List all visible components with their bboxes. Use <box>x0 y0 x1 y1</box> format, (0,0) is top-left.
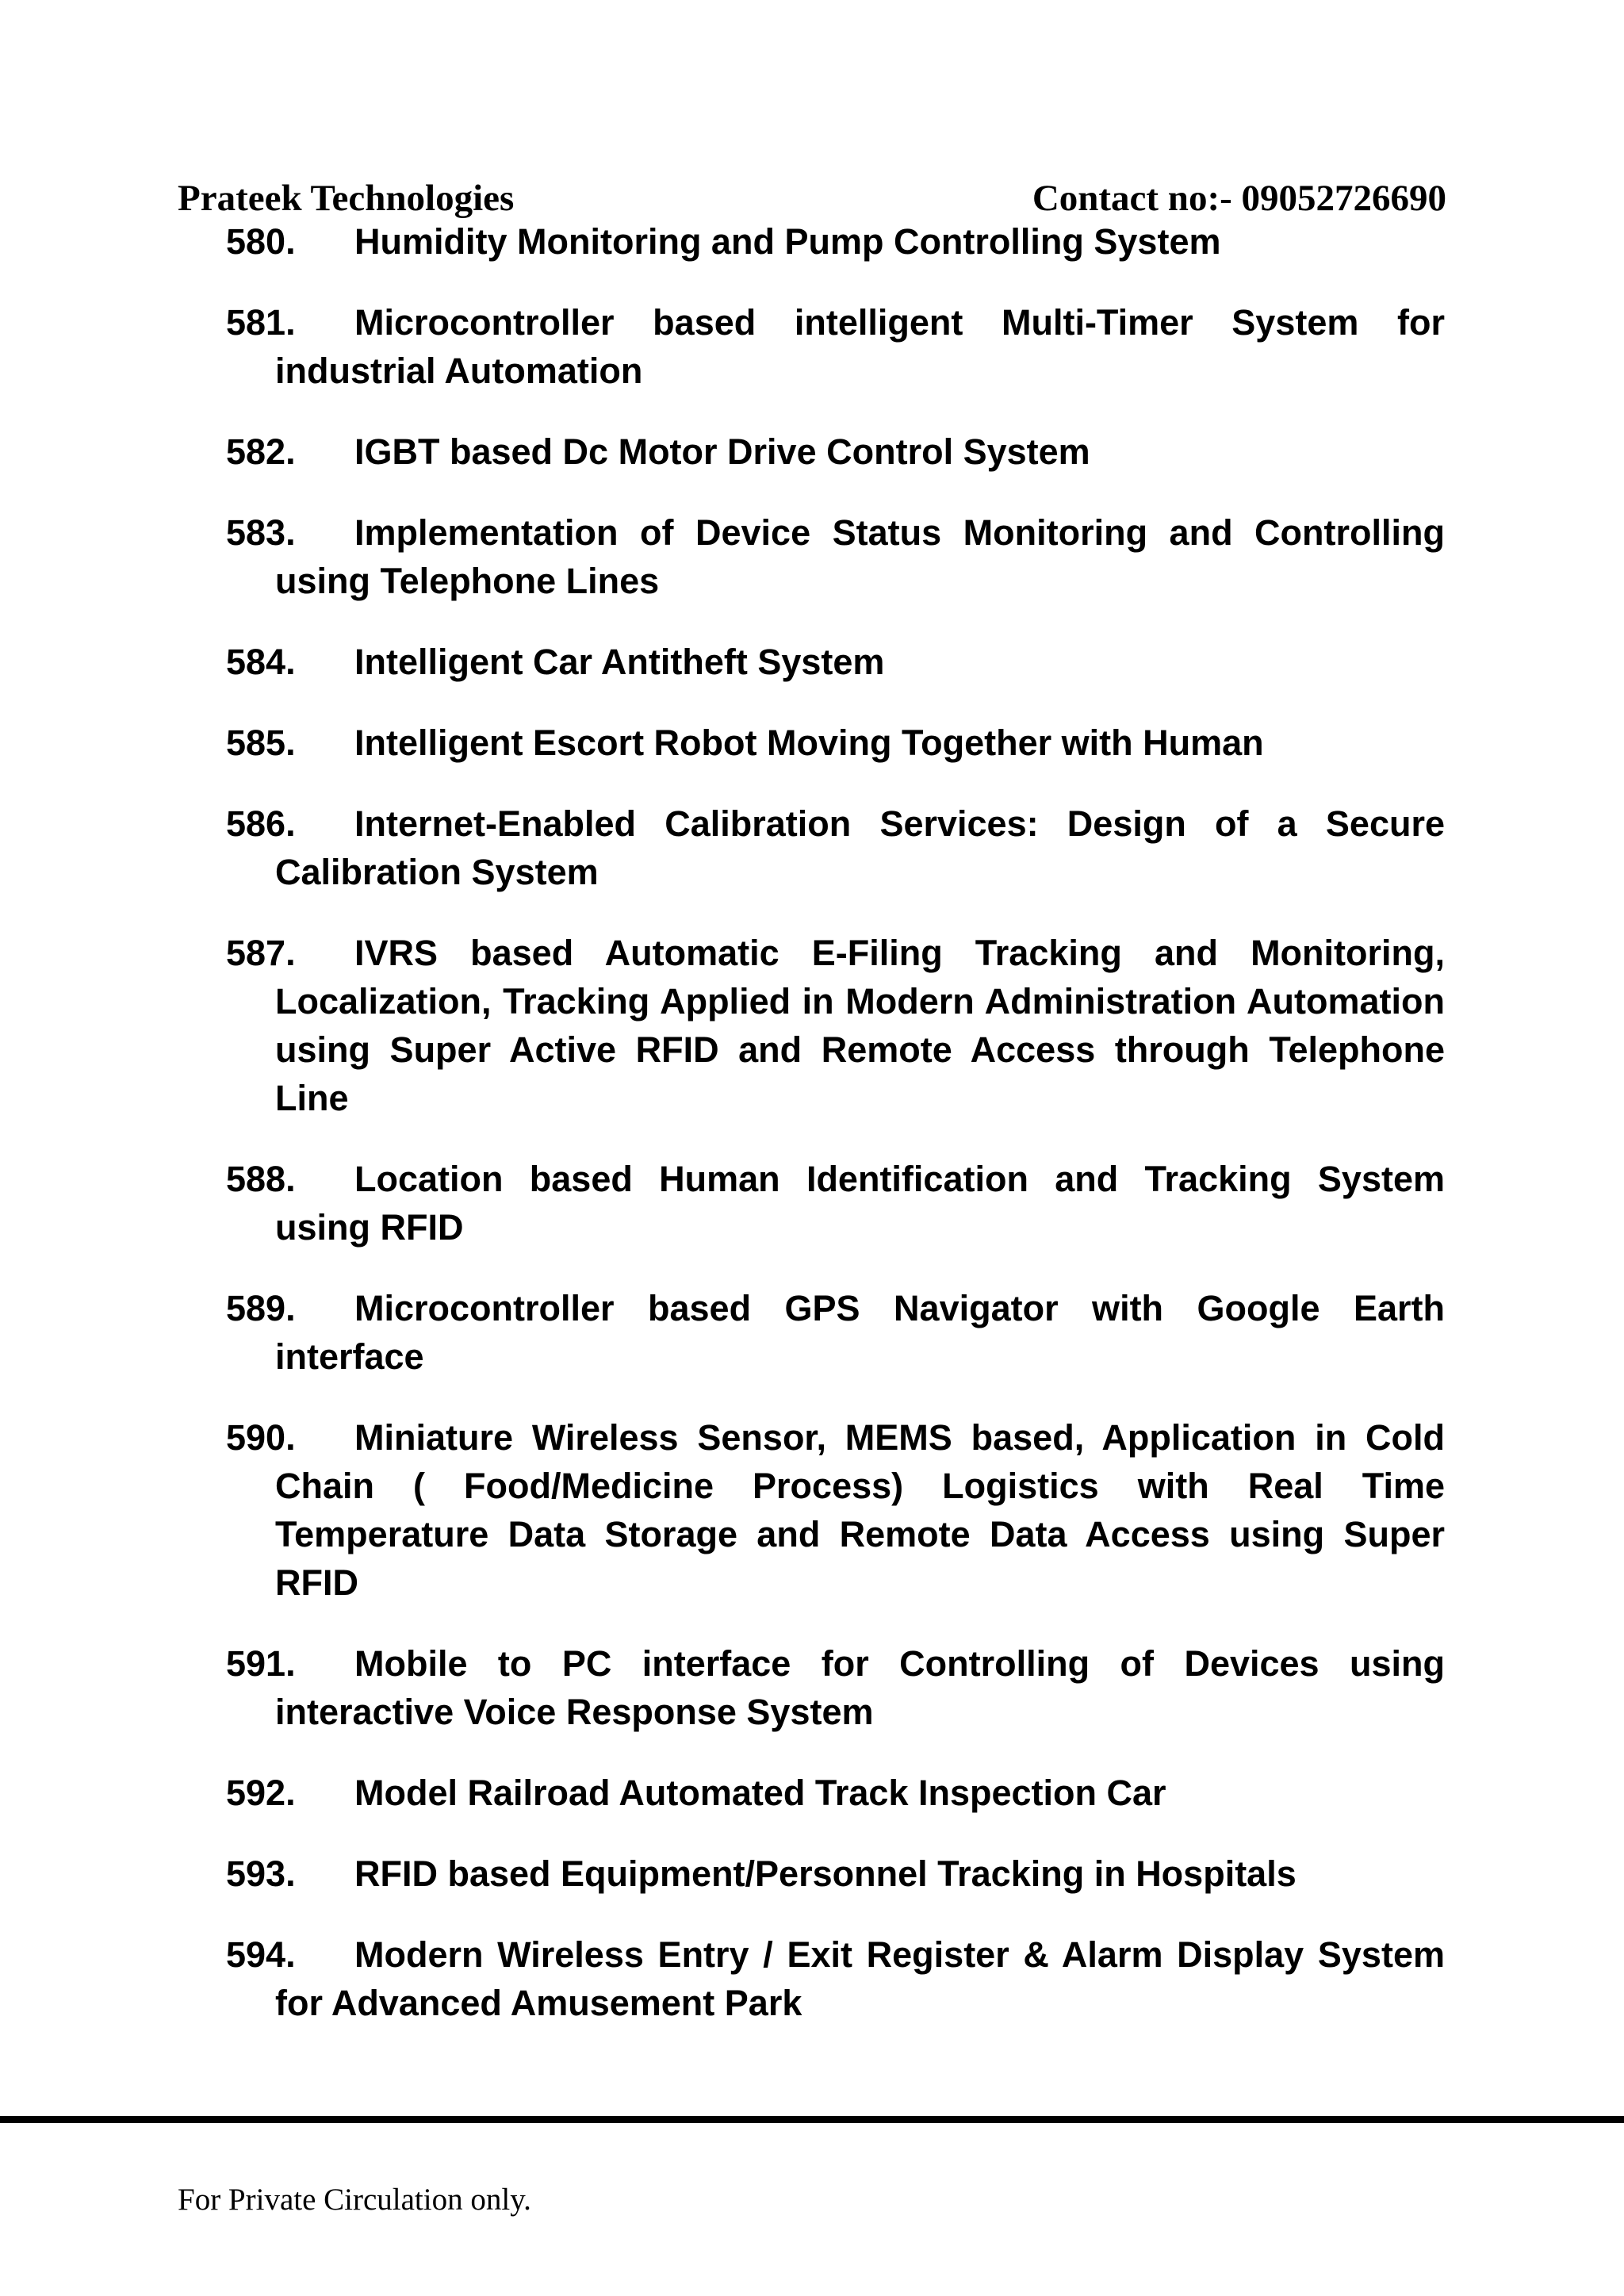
list-item <box>226 508 1445 605</box>
list-item <box>226 638 1445 686</box>
list-item <box>226 1155 1445 1251</box>
item-title: Mobile to PC interface for Controlling of Devices using interactive Voice Response System <box>275 1643 1445 1732</box>
list-item <box>226 427 1445 476</box>
item-number: 592. <box>226 1773 296 1813</box>
item-title: IGBT based Dc Motor Drive Control System <box>354 431 1090 472</box>
item-number: 582. <box>226 431 296 472</box>
item-number: 584. <box>226 642 296 682</box>
item-title: Internet-Enabled Calibration Services: Design of a Secure Calibration System <box>275 803 1445 892</box>
company-name: Prateek Technologies <box>178 178 515 219</box>
list-item <box>226 799 1445 896</box>
list-item <box>226 1284 1445 1381</box>
item-title: RFID based Equipment/Personnel Tracking in Hospitals <box>354 1853 1297 1894</box>
list-item <box>226 1849 1445 1898</box>
item-title: Intelligent Escort Robot Moving Together with Human <box>354 723 1264 763</box>
item-number: 594. <box>226 1934 296 1975</box>
page-header <box>178 176 1446 220</box>
list-item <box>226 298 1445 395</box>
item-number: 581. <box>226 302 296 343</box>
item-number: 589. <box>226 1288 296 1328</box>
item-title: Model Railroad Automated Track Inspection Car <box>354 1773 1166 1813</box>
item-number: 583. <box>226 512 296 553</box>
contact-number: Contact no:- 09052726690 <box>1032 178 1446 219</box>
item-title: Location based Human Identification and Tracking System using RFID <box>275 1159 1445 1248</box>
list-item <box>226 1930 1445 2027</box>
item-title: Microcontroller based GPS Navigator with Google Earth interface <box>275 1288 1445 1377</box>
item-number: 590. <box>226 1417 296 1458</box>
item-number: 580. <box>226 221 296 262</box>
project-list <box>226 217 1445 2060</box>
list-item <box>226 929 1445 1122</box>
item-number: 588. <box>226 1159 296 1199</box>
item-title: IVRS based Automatic E-Filing Tracking and Monitoring, Localization, Tracking Applied in Modern Administration Automation using Super Active RFID and Remote Access through Telephone Line <box>275 933 1445 1118</box>
item-number: 586. <box>226 803 296 844</box>
list-item <box>226 1413 1445 1607</box>
item-title: Intelligent Car Antitheft System <box>354 642 885 682</box>
footer-divider <box>0 2116 1624 2123</box>
item-number: 585. <box>226 723 296 763</box>
list-item <box>226 1639 1445 1736</box>
list-item <box>226 1769 1445 1817</box>
item-title: Miniature Wireless Sensor, MEMS based, Application in Cold Chain ( Food/Medicine Process) Logistics with Real Time Temperature Data Storage and Remote Data Access using Super RFID <box>275 1417 1445 1603</box>
item-number: 593. <box>226 1853 296 1894</box>
item-number: 591. <box>226 1643 296 1684</box>
list-item <box>226 719 1445 767</box>
item-number: 587. <box>226 933 296 973</box>
item-title: Microcontroller based intelligent Multi-Timer System for industrial Automation <box>275 302 1445 391</box>
item-title: Implementation of Device Status Monitoring and Controlling using Telephone Lines <box>275 512 1445 601</box>
item-title: Modern Wireless Entry / Exit Register & Alarm Display System for Advanced Amusement Park <box>275 1934 1445 2023</box>
list-item <box>226 217 1445 266</box>
item-title: Humidity Monitoring and Pump Controlling System <box>354 221 1221 262</box>
page-footer: For Private Circulation only. <box>178 2183 531 2217</box>
